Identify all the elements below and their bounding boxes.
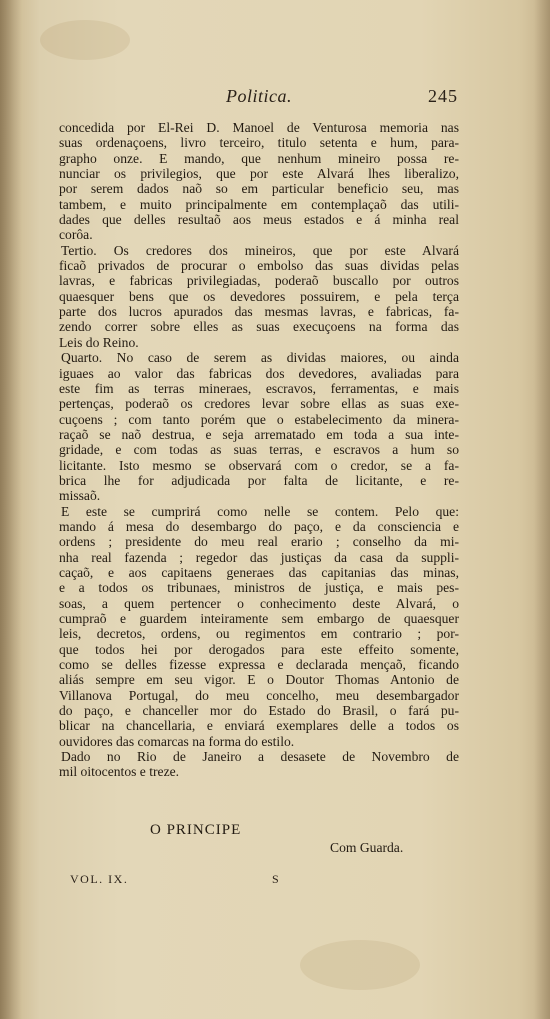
page-number: 245 (428, 86, 458, 106)
text-line: iguaes ao valor das fabricas dos devedores, avaliadas para (59, 365, 459, 381)
text-line: blicar na chancellaria, e enviará exemplares delle a todos os (59, 718, 459, 734)
text-line: missaõ. (59, 488, 101, 504)
text-line: raçaõ se naõ destrua, e seja arrematado em toda a sua inte- (59, 426, 459, 442)
text-line: mando á mesa do desembargo do paço, e da consciencia e (59, 518, 459, 534)
text-line: Villanova Portugal, do meu concelho, meu desembargador (59, 687, 459, 703)
text-line: ouvidores das comarcas na forma do estilo. (59, 733, 295, 749)
text-line: pertenças, poderaõ os credores levar sobre ellas as suas exe- (59, 396, 459, 412)
paper-stain (300, 940, 420, 990)
text-line: Leis do Reino. (59, 334, 139, 350)
text-line: grapho onze. E mando, que nenhum mineiro possa re- (59, 150, 459, 166)
text-line: caçaõ, e aos capitaens generaes das capitanias das minas, (59, 564, 459, 580)
signature-mark: S (272, 872, 279, 886)
text-line: mil oitocentos e treze. (59, 764, 180, 780)
text-line: do paço, e chanceller mor do Estado do Brasil, o fará pu- (59, 703, 459, 719)
text-line: nunciar os privilegios, que por este Alvará lhes liberalizo, (59, 166, 459, 182)
text-line: que todos hei por derogados para este effeito somente, (59, 641, 459, 657)
text-line: licitante. Isto mesmo se observará com o credor, se a fa- (59, 457, 459, 473)
text-line: E este se cumprirá como nelle se contem. Pelo que: (61, 503, 459, 519)
text-line: brica lhe for adjudicada por falta de licitante, e re- (59, 472, 459, 488)
text-line: gridade, e com todas as suas terras, e escravos a hum so (59, 442, 459, 458)
text-line: zendo correr sobre elles as suas execuçoens na forma das (59, 319, 459, 335)
text-line: ordens ; presidente do meu real erario ; conselho da mi- (59, 534, 459, 550)
text-line: como se delles fizesse expressa e declarada mençaõ, ficando (59, 657, 459, 673)
page-edge (534, 0, 550, 1019)
text-line: nha real fazenda ; regedor das justiças da casa da suppli- (59, 549, 459, 565)
body-text (59, 120, 459, 780)
running-head (60, 86, 458, 108)
text-line: quaesquer bens que os devedores possuirem, e pela terça (59, 288, 459, 304)
text-line: Tertio. Os credores dos mineiros, que por este Alvará (61, 242, 459, 258)
text-line: lavras, e fabricas privilegiadas, poderaõ buscallo por outros (59, 273, 459, 289)
text-line: cuçoens ; com tanto porém que o estabelecimento da minera- (59, 411, 459, 427)
text-line: por serem dados naõ so em particular beneficio seu, mas (59, 181, 459, 197)
text-line: tambem, e muito principalmente em contemplaçaõ das utili- (59, 196, 459, 212)
signature: O PRINCIPE (150, 822, 242, 838)
text-line: concedida por El-Rei D. Manoel de Venturosa memoria nas (59, 120, 459, 135)
text-line: leis, decretos, ordens, ou regimentos em contrario ; por- (59, 626, 459, 642)
volume-mark: VOL. IX. (70, 872, 129, 886)
text-line: este fim as terras mineraes, escravos, ferramentas, e mais (59, 380, 459, 396)
text-line: Quarto. No caso de serem as dividas maiores, ou ainda (61, 350, 459, 366)
text-line: corôa. (59, 227, 93, 243)
text-line: dades que delles resultaõ aos meus estados e á minha real (59, 212, 459, 228)
countersign: Com Guarda. (330, 840, 404, 855)
text-line: ficaõ privados de procurar o embolso das suas dividas pelas (59, 258, 459, 274)
text-line: parte dos lucros apurados das mesmas lavras, e fabricas, fa- (59, 304, 459, 320)
text-line: Dado no Rio de Janeiro a desasete de Novembro de (61, 749, 459, 765)
page-footer (60, 872, 458, 890)
text-line: cumpraõ e guardem inteiramente sem embargo de quaesquer (59, 611, 459, 626)
text-line: suas ordenaçoens, livro terceiro, titulo setenta e hum, para- (59, 135, 459, 151)
text-line: soas, a quem pertencer o conhecimento deste Alvará, o (59, 595, 459, 611)
running-title: Politica. (226, 86, 292, 106)
spine-shadow (0, 0, 22, 1019)
paper-stain (40, 20, 130, 60)
text-line: e a todos os tribunaes, ministros de justiça, e mais pes- (59, 580, 459, 596)
text-line: aliás sempre em seu vigor. E o Doutor Thomas Antonio de (59, 672, 459, 688)
